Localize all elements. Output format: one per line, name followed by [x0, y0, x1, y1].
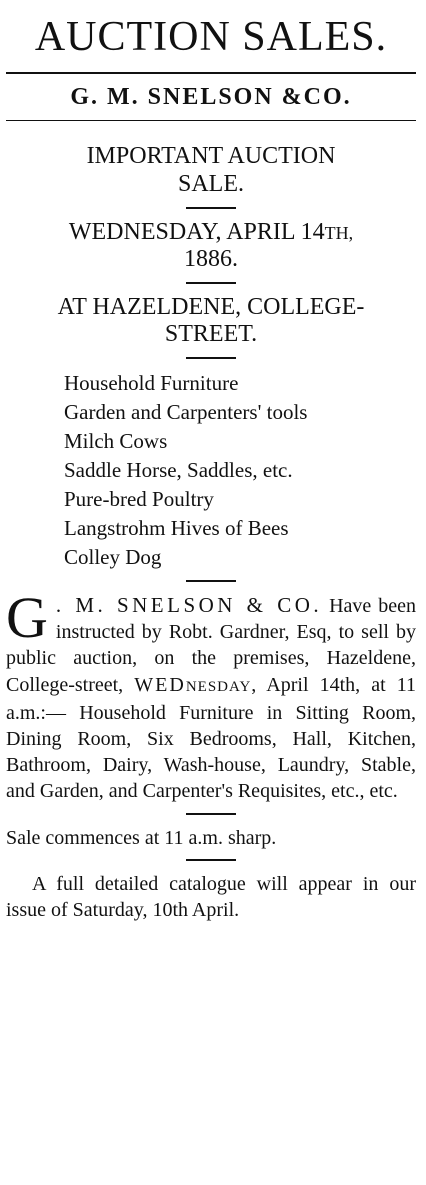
list-item: Langstrohm Hives of Bees	[64, 515, 289, 540]
date-suffix: TH,	[324, 222, 354, 243]
place-line2: STREET.	[164, 321, 258, 348]
announcement-firm: . M. SNELSON & CO.	[55, 592, 323, 617]
catalogue-notice: A full detailed catalogue will appear in our issue of Saturday, 10th April.	[6, 872, 416, 921]
announcement-text-a: Have been instructed by Robt. Gardner, Esq, to sell by public auction, on the premises, Hazeldene, College-street,	[6, 594, 416, 696]
headline-place	[6, 294, 416, 349]
date-main: WEDNESDAY, APRIL 14	[68, 218, 325, 245]
section-heading: AUCTION SALES.	[34, 14, 388, 60]
heading-rule	[6, 72, 416, 74]
firm-rule	[6, 120, 416, 121]
list-item: Milch Cows	[64, 428, 168, 453]
announcement-paragraph	[6, 584, 416, 805]
headline-date	[6, 219, 416, 274]
sale-items-list	[64, 369, 416, 572]
short-rule	[186, 282, 236, 284]
headline-important	[6, 143, 416, 198]
date-year: 1886.	[184, 246, 238, 273]
list-item: Colley Dog	[64, 544, 162, 569]
firm-name: G. M. SNELSON &CO.	[70, 84, 352, 110]
list-item: Garden and Carpenters' tools	[64, 399, 308, 424]
short-rule	[186, 357, 236, 359]
announcement-text-b: , April 14th, at 11 a.m.:— Household Furniture in Sitting Room, Dining Room, Six Bedrooms, Hall, Kitchen, Bathroom, Dairy, Wash-house, Laundry, Stable, and Garden, and Carpenter's Requisites, etc., etc.	[6, 673, 416, 803]
short-rule	[186, 859, 236, 861]
sale-time: Sale commences at 11 a.m. sharp.	[6, 826, 277, 849]
list-item: Pure-bred Poultry	[64, 486, 214, 511]
short-rule	[186, 207, 236, 209]
headline-line1: IMPORTANT AUCTION	[86, 143, 336, 170]
place-line1: AT HAZELDENE, COLLEGE-	[57, 293, 365, 320]
wed-caps: WED	[134, 673, 186, 696]
short-rule	[186, 813, 236, 815]
wed-small-caps: NESDAY	[185, 678, 252, 695]
headline-line2: SALE.	[178, 170, 244, 197]
short-rule	[186, 580, 236, 582]
list-item: Saddle Horse, Saddles, etc.	[64, 457, 293, 482]
drop-cap: G	[6, 584, 48, 650]
list-item: Household Furniture	[64, 370, 239, 395]
